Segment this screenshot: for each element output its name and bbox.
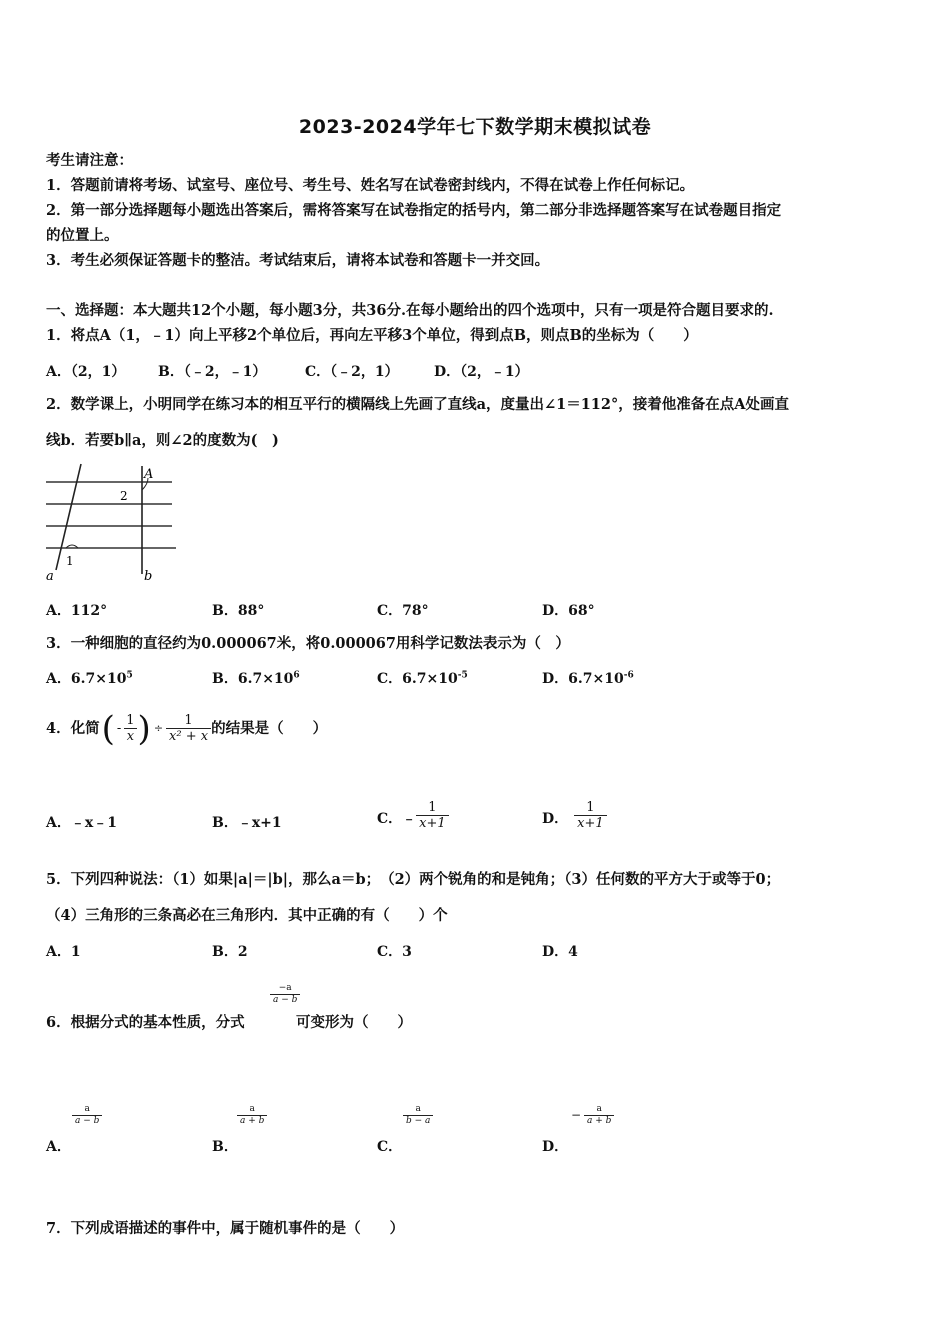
q1-option-a: A．（2，1） — [46, 364, 126, 380]
q1-option-b: B．（﹣2，﹣1） — [158, 364, 267, 380]
q6-option-a-fraction: $\frac{a}{a - b}$ — [72, 1104, 102, 1127]
q2-option-d: D．68° — [542, 603, 595, 619]
label-A: A — [144, 467, 154, 482]
q2-option-a: A．112° — [46, 603, 108, 619]
label-angle-1: 1 — [66, 554, 74, 568]
q1-option-c: C．（﹣2，1） — [305, 364, 399, 380]
notice-heading: 考生请注意： — [46, 152, 133, 169]
q5-stem-line1: 5．下列四种说法：（1）如果|a|＝|b|，那么a＝b； （2）两个锐角的和是钝角；（3）任何数的平方大于或等于0； — [46, 871, 781, 888]
q3-option-a: A．$6.7\times 10^5$ — [46, 670, 133, 687]
notice-item-1: 1．答题前请将考场、试室号、座位号、考生号、姓名写在试卷密封线内，不得在试卷上作任何标记。 — [46, 177, 695, 194]
q1-option-d: D．（2，﹣1） — [434, 364, 529, 380]
q4-stem: 4．化简 ( - $\frac{1}{x}$ ) ÷ $\frac{1}{\text{x² + x}}$ 的结果是（ ） — [46, 709, 328, 749]
q6-option-d-fraction: $\frac{a}{a + b}$ — [584, 1104, 614, 1127]
q3-option-c: C．$6.7\times 10^{-5}$ — [377, 670, 468, 687]
q4-option-a: A．﹣x﹣1 — [46, 815, 117, 831]
q2-figure — [44, 462, 184, 587]
page-title: 2023-2024学年七下数学期末模拟试卷 — [298, 116, 652, 138]
q5-stem-line2: （4）三角形的三条高必在三角形内．其中正确的有（ ）个 — [46, 907, 448, 924]
notice-item-2-cont: 的位置上。 — [46, 227, 119, 244]
notice-item-2: 2．第一部分选择题每小题选出答案后，需将答案写在试卷指定的括号内，第二部分非选择题答案写在试卷题目指定 — [46, 202, 782, 219]
label-a: a — [46, 569, 54, 584]
q2-stem-line2: 线b．若要b∥a，则∠2的度数为( ) — [46, 432, 279, 449]
q3-stem: 3．一种细胞的直径约为0.000067米，将0.000067用科学记数法表示为（ ） — [46, 635, 570, 652]
q6-prefix: 6．根据分式的基本性质，分式 — [46, 1014, 245, 1031]
section-heading: 一、选择题：本大题共12个小题，每小题3分，共36分.在每小题给出的四个选项中，只有一项是符合题目要求的. — [46, 302, 774, 319]
q5-option-b: B．2 — [212, 944, 248, 960]
q6-option-c-label: C． — [377, 1139, 403, 1155]
q5-option-a: A．1 — [46, 944, 81, 960]
q4-option-c: C．﹣ $\frac{1}{x+1}$ — [377, 786, 449, 832]
q6-option-b-fraction: $\frac{a}{a + b}$ — [237, 1104, 267, 1127]
q4-option-d: D． $\frac{1}{x+1}$ — [542, 786, 607, 832]
label-b: b — [144, 569, 153, 584]
q6-option-d-minus: − — [571, 1108, 582, 1122]
q6-option-c-fraction: $\frac{a}{b - a}$ — [403, 1104, 433, 1127]
q2-option-b: B．88° — [212, 603, 265, 619]
q6-fraction: $\frac{-a}{a - b}$ — [270, 983, 300, 1006]
q6-option-d-label: D． — [542, 1139, 569, 1155]
q2-option-c: C．78° — [377, 603, 429, 619]
q1-stem: 1．将点A（1，﹣1）向上平移2个单位后，再向左平移3个单位，得到点B，则点B的坐标为（ ） — [46, 327, 698, 344]
q5-option-d: D．4 — [542, 944, 578, 960]
q6-option-a-label: A． — [46, 1139, 71, 1155]
q3-option-b: B．$6.7\times 10^6$ — [212, 670, 300, 687]
q7-stem: 7．下列成语描述的事件中，属于随机事件的是（ ） — [46, 1220, 405, 1237]
q6-suffix: 可变形为（ ） — [296, 1014, 412, 1031]
q2-stem-line1: 2．数学课上，小明同学在练习本的相互平行的横隔线上先画了直线a，度量出∠1＝112°，接着他准备在点A处画直 — [46, 396, 789, 413]
q5-option-c: C．3 — [377, 944, 412, 960]
label-angle-2: 2 — [120, 489, 128, 503]
q4-option-b: B．﹣x+1 — [212, 815, 282, 831]
q6-option-b-label: B． — [212, 1139, 238, 1155]
notice-item-3: 3．考生必须保证答题卡的整洁。考试结束后，请将本试卷和答题卡一并交回。 — [46, 252, 550, 269]
q3-option-d: D．$6.7\times 10^{-6}$ — [542, 670, 634, 687]
